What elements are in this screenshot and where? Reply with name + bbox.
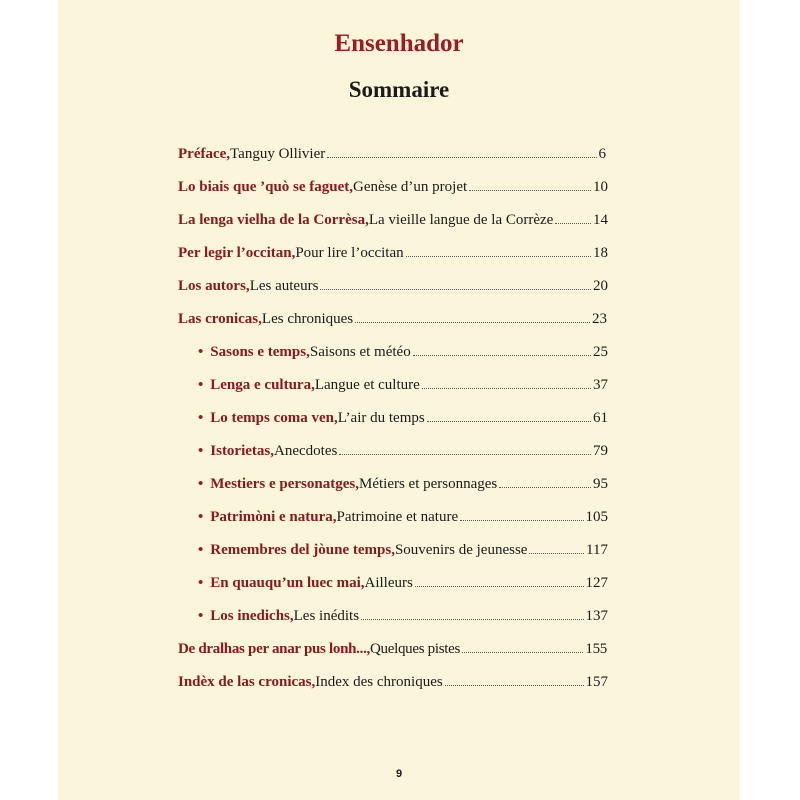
- entry-occitan-title: Lo biais que ’quò se faguet,: [178, 179, 354, 195]
- toc-subentry[interactable]: [198, 607, 608, 625]
- entry-occitan-title: De dralhas per anar pus lonh...,: [178, 641, 370, 657]
- dot-leader: [339, 454, 591, 455]
- entry-page-number: 95: [593, 476, 608, 492]
- entry-french-title: Quelques pistes: [369, 641, 461, 657]
- entry-occitan-title: Remembres del jòune temps,: [210, 542, 395, 558]
- entry-french-title: Saisons et météo: [309, 344, 411, 360]
- bullet-icon: •: [198, 608, 204, 624]
- dot-leader: [355, 322, 590, 323]
- bullet-icon: •: [198, 476, 204, 492]
- toc-subentry[interactable]: [198, 409, 608, 427]
- dot-leader: [529, 553, 584, 554]
- toc-subentry[interactable]: [198, 376, 608, 394]
- dot-leader: [469, 190, 591, 191]
- toc-entry[interactable]: [178, 310, 607, 328]
- dot-leader: [361, 619, 583, 620]
- entry-french-title: Anecdotes: [274, 443, 338, 459]
- toc-subentry[interactable]: [198, 508, 608, 526]
- entry-occitan-title: Los inedichs,: [210, 608, 294, 624]
- bullet-icon: •: [198, 410, 204, 426]
- dot-leader: [327, 157, 596, 158]
- entry-page-number: 117: [586, 542, 608, 558]
- entry-french-title: Patrimoine et nature: [336, 509, 459, 525]
- toc-subentry[interactable]: [198, 343, 608, 361]
- bullet-icon: •: [198, 377, 204, 393]
- entry-french-title: Tanguy Ollivier: [230, 146, 326, 162]
- bullet-icon: •: [198, 443, 204, 459]
- entry-french-title: Les chroniques: [261, 311, 354, 327]
- entry-french-title: Les auteurs: [249, 278, 319, 294]
- entry-page-number: 157: [585, 674, 608, 690]
- toc-subentry[interactable]: [198, 475, 608, 493]
- entry-occitan-title: Las cronicas,: [178, 311, 262, 327]
- entry-page-number: 10: [593, 179, 608, 195]
- toc-entry[interactable]: [178, 640, 607, 658]
- entry-page-number: 20: [593, 278, 608, 294]
- entry-french-title: Les inédits: [293, 608, 360, 624]
- entry-occitan-title: Lo temps coma ven,: [210, 410, 338, 426]
- dot-leader: [422, 388, 591, 389]
- bullet-icon: •: [198, 542, 204, 558]
- entry-page-number: 105: [585, 509, 608, 525]
- entry-occitan-title: Indèx de las cronicas,: [178, 674, 316, 690]
- entry-occitan-title: La lenga vielha de la Corrèsa,: [178, 212, 369, 228]
- dot-leader: [460, 520, 583, 521]
- entry-page-number: 6: [598, 146, 606, 162]
- entry-page-number: 18: [593, 245, 608, 261]
- dot-leader: [445, 685, 584, 686]
- entry-page-number: 127: [585, 575, 608, 591]
- dot-leader: [415, 586, 584, 587]
- toc-entry[interactable]: [178, 673, 608, 691]
- entry-french-title: Genèse d’un projet: [353, 179, 468, 195]
- toc-entry[interactable]: [178, 178, 608, 196]
- table-of-contents: [58, 0, 740, 800]
- entry-occitan-title: Per legir l’occitan,: [178, 245, 296, 261]
- bullet-icon: •: [198, 575, 204, 591]
- entry-occitan-title: En quauqu’un luec mai,: [210, 575, 365, 591]
- entry-occitan-title: Los autors,: [178, 278, 250, 294]
- entry-page-number: 25: [593, 344, 608, 360]
- entry-french-title: Métiers et personnages: [358, 476, 498, 492]
- toc-entry[interactable]: [178, 145, 606, 163]
- entry-occitan-title: Sasons e temps,: [210, 344, 310, 360]
- dot-leader: [406, 256, 591, 257]
- dot-leader: [427, 421, 591, 422]
- page-title: Ensenhador: [334, 30, 464, 57]
- dot-leader: [413, 355, 591, 356]
- entry-occitan-title: Istorietas,: [210, 443, 275, 459]
- entry-page-number: 137: [585, 608, 608, 624]
- book-page: [58, 0, 740, 800]
- toc-entry[interactable]: [178, 211, 608, 229]
- entry-page-number: 37: [593, 377, 608, 393]
- entry-french-title: Langue et culture: [314, 377, 420, 393]
- bullet-icon: •: [198, 344, 204, 360]
- toc-entry[interactable]: [178, 244, 608, 262]
- entry-page-number: 23: [592, 311, 607, 327]
- page-number: 9: [395, 768, 403, 780]
- toc-subentry[interactable]: [198, 541, 608, 559]
- toc-subentry[interactable]: [198, 442, 608, 460]
- entry-french-title: Souvenirs de jeunesse: [394, 542, 528, 558]
- entry-occitan-title: Mestiers e personatges,: [210, 476, 359, 492]
- entry-occitan-title: Lenga e cultura,: [210, 377, 315, 393]
- dot-leader: [499, 487, 591, 488]
- dot-leader: [462, 652, 583, 653]
- entry-french-title: L’air du temps: [337, 410, 425, 426]
- dot-leader: [320, 289, 591, 290]
- entry-page-number: 155: [585, 641, 607, 657]
- bullet-icon: •: [198, 509, 204, 525]
- entry-french-title: Ailleurs: [364, 575, 413, 591]
- toc-entry[interactable]: [178, 277, 608, 295]
- entry-french-title: La vieille langue de la Corrèze: [368, 212, 554, 228]
- entry-page-number: 79: [593, 443, 608, 459]
- entry-french-title: Pour lire l’occitan: [295, 245, 404, 261]
- entry-page-number: 61: [593, 410, 608, 426]
- entry-occitan-title: Patrimòni e natura,: [210, 509, 337, 525]
- entry-page-number: 14: [593, 212, 608, 228]
- dot-leader: [555, 223, 591, 224]
- entry-french-title: Index des chroniques: [315, 674, 443, 690]
- toc-subentry[interactable]: [198, 574, 608, 592]
- entry-occitan-title: Préface,: [178, 146, 231, 162]
- page-subtitle: Sommaire: [348, 77, 450, 102]
